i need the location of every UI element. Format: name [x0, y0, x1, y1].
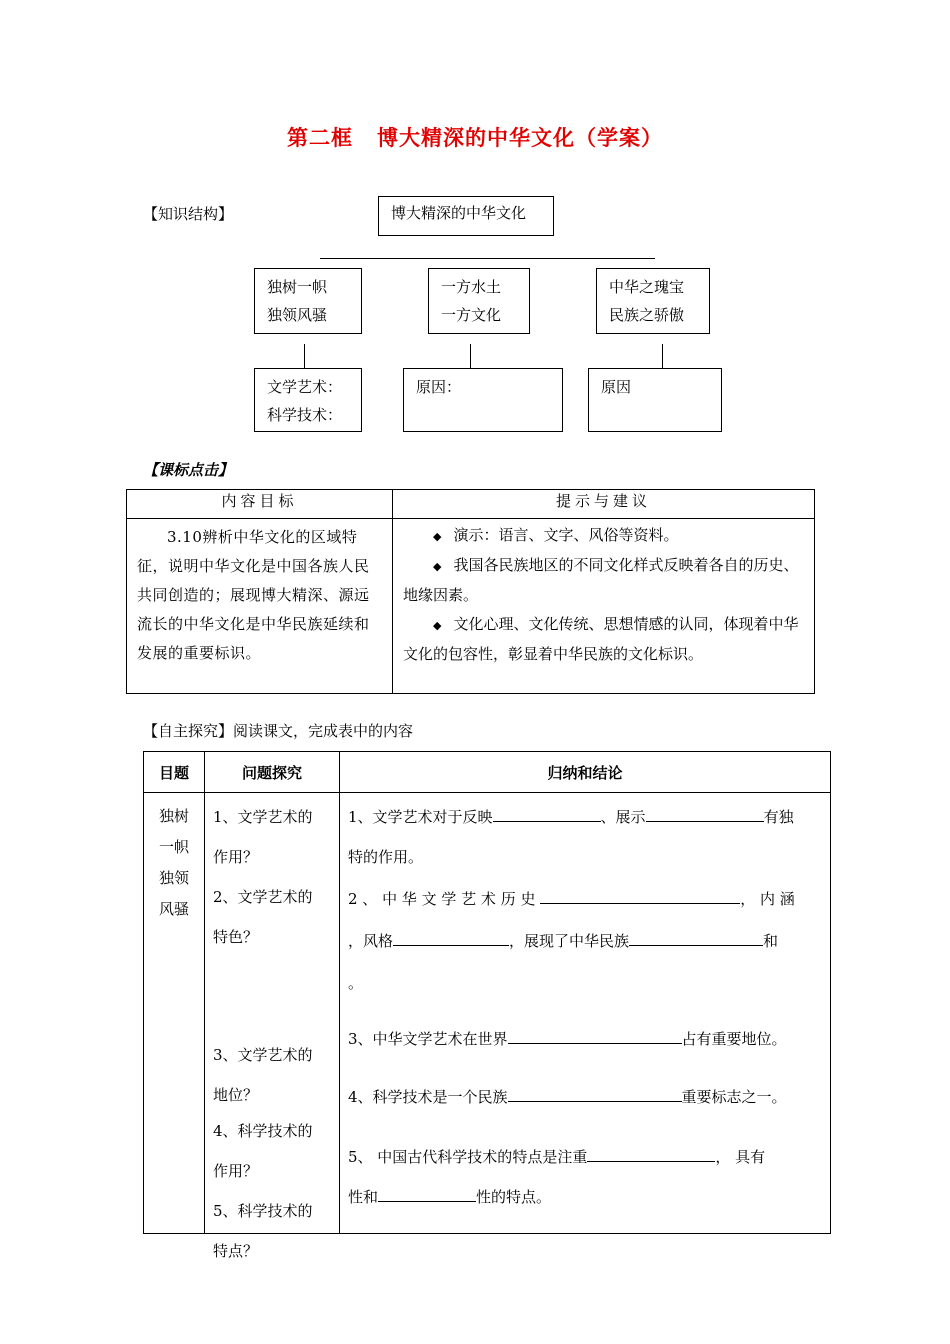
fill-blank[interactable] — [629, 927, 763, 946]
fill-blank[interactable] — [587, 1143, 715, 1162]
structure-connector-line — [320, 258, 655, 259]
conclusions-cell — [340, 793, 831, 1234]
question-5-line2: 特点？ — [213, 1242, 259, 1260]
header-hints: 提示与建议 — [393, 490, 815, 519]
title-part1: 第二框 — [287, 125, 353, 150]
leaf-box-3 — [588, 368, 722, 432]
knowledge-structure-label: 【知识结构】 — [143, 205, 234, 223]
conclusion-1-cont: 特的作用。 — [348, 848, 424, 866]
fill-blank[interactable] — [393, 927, 509, 946]
self-study-instruction: 阅读课文，完成表中的内容 — [233, 722, 414, 740]
header-questions: 问题探究 — [205, 752, 340, 793]
conclusion-3: 3、中华文学艺术在世界 占有重要地位。 — [348, 1019, 822, 1059]
branch-box-1 — [254, 268, 362, 334]
fill-blank[interactable] — [493, 803, 601, 822]
header-content-goal: 内容目标 — [127, 490, 393, 519]
leaf-1-line2: 科学技术： — [267, 406, 343, 424]
branch-1-line1: 独树一帜 — [267, 278, 328, 296]
hint-item-3 — [403, 610, 804, 669]
conclusion-5: 5、 中国古代科学技术的特点是注重 ， 具有 — [348, 1137, 822, 1177]
hint-text-2: 我国各民族地区的不同文化样式反映着各自的历史、地缘因素。 — [403, 556, 799, 604]
curriculum-table — [126, 489, 815, 694]
hint-item-1 — [403, 521, 804, 551]
questions-cell — [205, 793, 340, 1260]
question-2-line2: 特色？ — [213, 928, 259, 946]
structure-root-text: 博大精深的中华文化 — [391, 204, 527, 222]
leaf-1-line1: 文学艺术： — [267, 378, 343, 396]
page-title — [0, 122, 950, 152]
topic-line-4: 风骚 — [158, 900, 189, 918]
curriculum-label: 【课标点击】 — [143, 461, 234, 479]
header-conclusions: 归纳和结论 — [340, 752, 831, 793]
self-study-heading — [143, 720, 413, 741]
leaf-3-line1: 原因 — [601, 378, 632, 396]
content-goal-cell: 3.10辨析中华文化的区域特征，说明中华文化是中国各族人民共同创造的；展现博大精深、源远流长的中华文化是中华民族延续和发展的重要标识。 — [127, 519, 393, 694]
branch-2-line1: 一方水土 — [441, 278, 502, 296]
topic-line-3: 独领 — [158, 869, 189, 887]
question-3-line2: 地位？ — [213, 1086, 259, 1104]
diamond-bullet-icon: ◆ — [433, 530, 442, 543]
conclusion-2: 2 、 中 华 文 学 艺 术 历 史 ， 内 涵 — [348, 879, 822, 919]
fill-blank[interactable] — [508, 1025, 682, 1044]
question-4-line1: 4、科学技术的 — [213, 1122, 313, 1140]
connector-2 — [470, 344, 471, 368]
hint-text-3: 文化心理、文化传统、思想情感的认同，体现着中华文化的包容性，彰显着中华民族的文化标识。 — [403, 615, 799, 663]
connector-1 — [304, 344, 305, 368]
self-study-label: 【自主探究】 — [143, 722, 234, 740]
title-part2: 博大精深的中华文化（学案） — [377, 125, 663, 150]
self-study-table — [143, 751, 831, 1260]
branch-box-3 — [596, 268, 710, 334]
question-4-line2: 作用？ — [213, 1162, 259, 1180]
topic-line-2: 一帜 — [158, 838, 189, 856]
branch-box-2 — [428, 268, 530, 334]
branch-3-line1: 中华之瑰宝 — [609, 278, 685, 296]
diamond-bullet-icon: ◆ — [433, 560, 442, 573]
diamond-bullet-icon: ◆ — [433, 619, 442, 632]
branch-3-line2: 民族之骄傲 — [609, 306, 685, 324]
conclusion-5-cont: 性和 性的特点。 — [348, 1177, 822, 1217]
topic-line-1: 独树 — [158, 807, 189, 825]
leaf-box-1 — [254, 368, 362, 432]
branch-1-line2: 独领风骚 — [267, 306, 328, 324]
fill-blank[interactable] — [540, 885, 740, 904]
topic-cell — [144, 793, 205, 1234]
structure-root-box — [378, 196, 554, 236]
branch-2-line2: 一方文化 — [441, 306, 502, 324]
question-5-line1: 5、科学技术的 — [213, 1202, 313, 1220]
conclusion-4: 4、科学技术是一个民族 重要标志之一。 — [348, 1077, 822, 1117]
hint-text-1: 演示：语言、文字、风俗等资料。 — [453, 526, 679, 544]
hints-cell — [393, 519, 815, 694]
leaf-box-2 — [403, 368, 563, 432]
conclusion-2-end: 。 — [348, 974, 364, 992]
question-1-line2: 作用？ — [213, 848, 259, 866]
conclusion-2-cont: ，风格 ，展现了中华民族 和 — [348, 921, 822, 961]
connector-3 — [662, 344, 663, 368]
question-1-line1: 1、文学艺术的 — [213, 808, 313, 826]
conclusion-1: 1、文学艺术对于反映 、展示 有独 — [348, 797, 822, 837]
fill-blank[interactable] — [378, 1183, 476, 1202]
fill-blank[interactable] — [508, 1083, 682, 1102]
fill-blank[interactable] — [646, 803, 764, 822]
question-2-line1: 2、文学艺术的 — [213, 888, 313, 906]
header-topic: 目题 — [144, 752, 205, 793]
leaf-2-line1: 原因： — [416, 378, 462, 396]
question-3-line1: 3、文学艺术的 — [213, 1046, 313, 1064]
hint-item-2 — [403, 551, 804, 610]
